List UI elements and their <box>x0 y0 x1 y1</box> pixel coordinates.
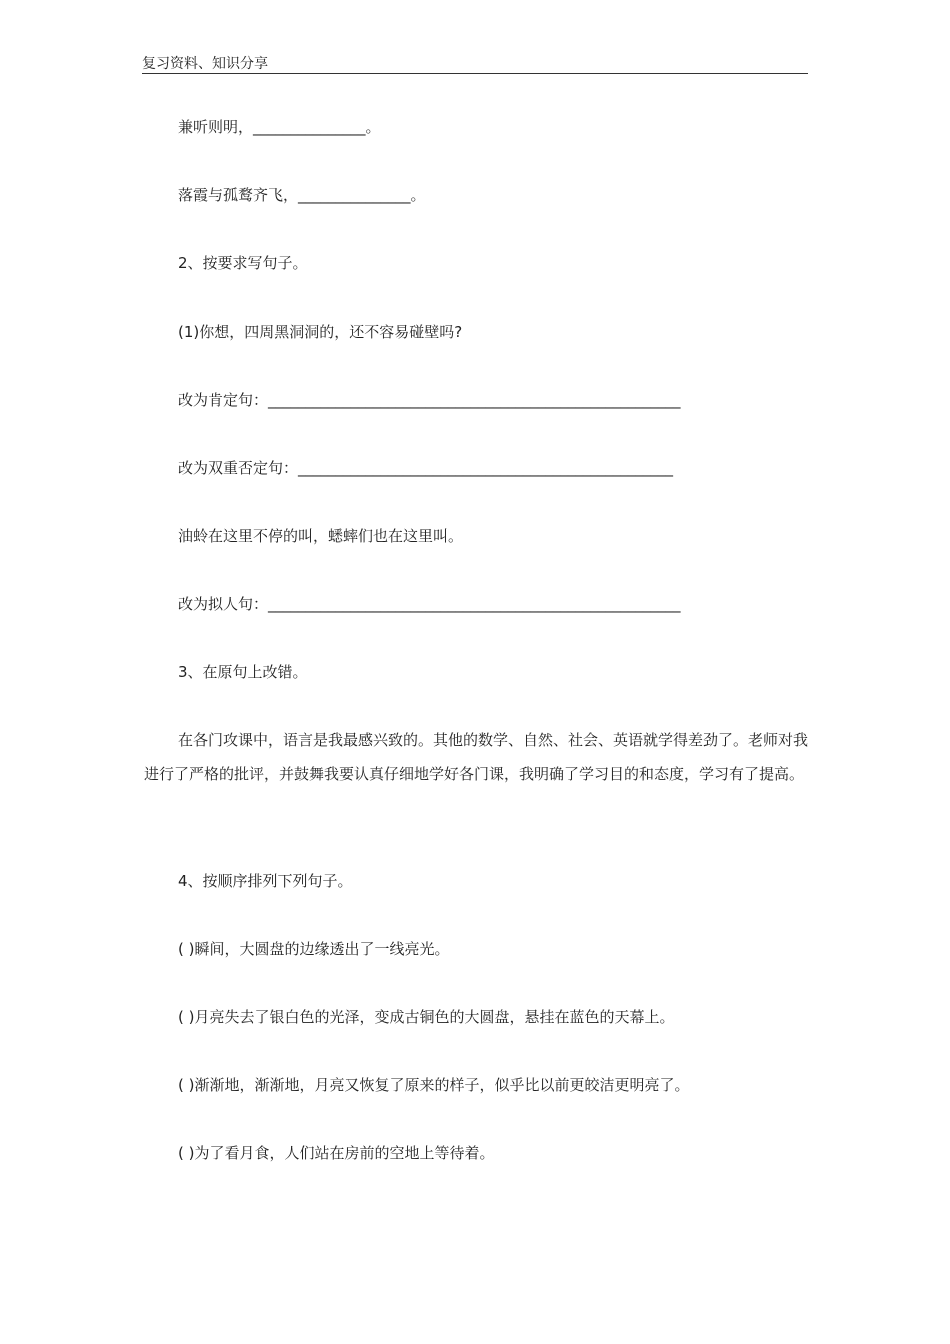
section-heading: 2、按要求写句子。 <box>178 254 308 272</box>
section-heading: 4、按顺序排列下列句子。 <box>178 872 353 890</box>
correction-paragraph: 在各门攻课中，语言是我最感兴致的。其他的数学、自然、社会、英语就学得差劲了。老师对我进行了严格的批评，并鼓舞我要认真仔细地学好各门课，我明确了学习目的和态度，学习有了提高。 <box>144 731 809 783</box>
question-sentence: (1)你想，四周黑洞洞的，还不容易碰壁吗? <box>178 323 463 341</box>
section-heading: 3、在原句上改错。 <box>178 663 308 681</box>
answer-line: 改为拟人句：_______________________________________________________ <box>178 595 681 613</box>
answer-line: 改为双重否定句：__________________________________________________ <box>178 459 674 477</box>
ordering-item: ( )渐渐地，渐渐地，月亮又恢复了原来的样子，似乎比以前更皎洁更明亮了。 <box>178 1076 690 1094</box>
answer-line: 改为肯定句：_______________________________________________________ <box>178 391 681 409</box>
page-header: 复习资料、知识分享 <box>142 56 808 74</box>
fill-blank-line: 兼听则明，_______________。 <box>178 118 381 136</box>
ordering-item: ( )月亮失去了银白色的光泽，变成古铜色的大圆盘，悬挂在蓝色的天幕上。 <box>178 1008 675 1026</box>
question-sentence: 油蛉在这里不停的叫，蟋蟀们也在这里叫。 <box>178 527 464 545</box>
ordering-item: ( )瞬间，大圆盘的边缘透出了一线亮光。 <box>178 940 450 958</box>
ordering-item: ( )为了看月食，人们站在房前的空地上等待着。 <box>178 1144 495 1162</box>
fill-blank-line: 落霞与孤鹜齐飞，_______________。 <box>178 186 426 204</box>
